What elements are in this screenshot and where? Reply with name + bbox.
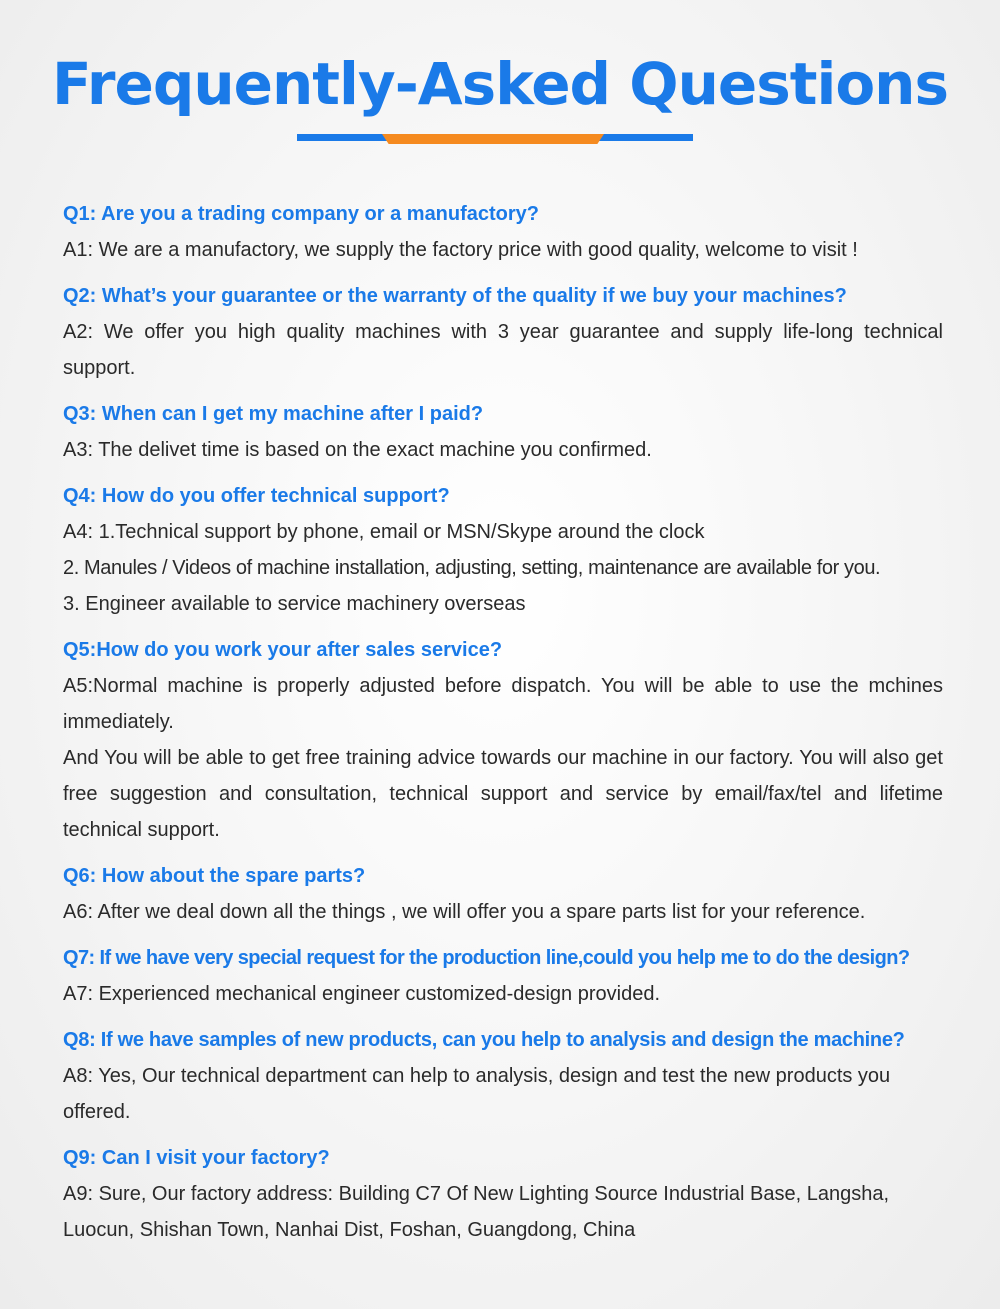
faq-question-4: Q4: How do you offer technical support? [63,485,450,507]
faq-answer-7: A7: Experienced mechanical engineer customized-design provided. [63,983,661,1005]
faq-item-7 [63,940,943,1012]
faq-question-9: Q9: Can I visit your factory? [63,1147,330,1169]
faq-item-9 [63,1140,943,1248]
faq-answer-9: A9: Sure, Our factory address: Building C7 Of New Lighting Source Industrial Base, Langsha, Luocun, Shishan Town, Nanhai Dist, Foshan, Guangdong, China [63,1183,889,1241]
faq-item-5 [63,632,943,848]
faq-answer-6: A6: After we deal down all the things , we will offer you a spare parts list for your reference. [63,901,866,923]
faq-answer-4-line-2: 2. Manules / Videos of machine installation, adjusting, setting, maintenance are available for you. [63,557,881,579]
faq-answer-4-line-3: 3. Engineer available to service machinery overseas [63,593,526,615]
faq-answer-8: A8: Yes, Our technical department can help to analysis, design and test the new products you offered. [63,1065,891,1123]
faq-list [63,196,943,1258]
page-title: Frequently-Asked Questions [52,50,948,118]
faq-question-5: Q5:How do you work your after sales service? [63,639,503,661]
faq-question-3: Q3: When can I get my machine after I paid? [63,403,484,425]
faq-answer-4-line-1: A4: 1.Technical support by phone, email or MSN/Skype around the clock [63,521,705,543]
faq-item-4 [63,478,943,622]
faq-question-2: Q2: What’s your guarantee or the warranty of the quality if we buy your machines? [63,285,847,307]
faq-item-8 [63,1022,943,1130]
faq-answer-1: A1: We are a manufactory, we supply the factory price with good quality, welcome to visit ! [63,239,858,261]
faq-question-6: Q6: How about the spare parts? [63,865,366,887]
faq-item-3 [63,396,943,468]
faq-answer-5-para-2: And You will be able to get free training advice towards our machine in our factory. You will also get free suggestion and consultation, technical support and service by email/fax/tel and lifetime technical support. [63,747,943,841]
faq-answer-5-para-1: A5:Normal machine is properly adjusted before dispatch. You will be able to use the mchines immediately. [63,675,943,733]
faq-item-2 [63,278,943,386]
faq-question-1: Q1: Are you a trading company or a manufactory? [63,203,540,225]
faq-question-8: Q8: If we have samples of new products, can you help to analysis and design the machine? [63,1029,905,1051]
title-divider [297,134,693,144]
divider-orange-accent [382,134,604,144]
faq-question-7: Q7: If we have very special request for the production line,could you help me to do the design? [63,947,910,969]
faq-item-1 [63,196,943,268]
faq-item-6 [63,858,943,930]
faq-answer-3: A3: The delivet time is based on the exact machine you confirmed. [63,439,652,461]
faq-answer-2: A2: We offer you high quality machines with 3 year guarantee and supply life-long technical support. [63,321,943,379]
